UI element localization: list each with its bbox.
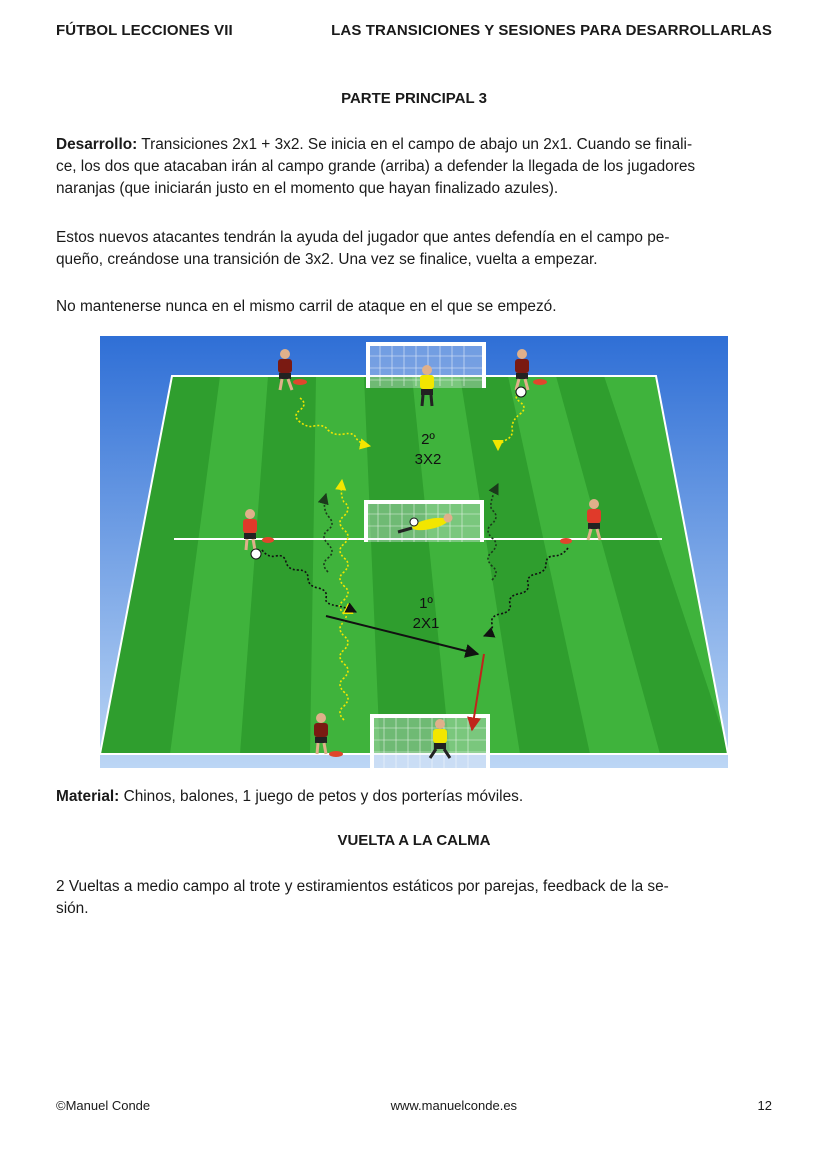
bottom-goal — [372, 716, 488, 768]
section-title-vuelta-a-la-calma: VUELTA A LA CALMA — [337, 832, 491, 849]
desarrollo-line-1 — [56, 134, 776, 156]
material-label: Material: — [56, 788, 120, 805]
upper-phase-number: 2º — [421, 431, 435, 448]
paragraph-2-line-2: queño, creándose una transición de 3x2. Una vez se finalice, vuelta a empezar. — [56, 251, 598, 268]
lower-phase-number: 1º — [419, 595, 433, 612]
desarrollo-line-2: ce, los dos que atacaban irán al campo grande (arriba) a defender la llegada de los jugadores — [56, 158, 696, 175]
desarrollo-label: Desarrollo: — [56, 136, 138, 153]
header-book-title: FÚTBOL LECCIONES VII — [56, 22, 233, 39]
paragraph-3: No mantenerse nunca en el mismo carril de ataque en el que se empezó. — [56, 298, 557, 315]
page-header — [56, 22, 772, 39]
header-chapter-title: LAS TRANSICIONES Y SESIONES PARA DESARROLLARLAS — [331, 22, 772, 39]
footer-website: www.manuelconde.es — [390, 1098, 518, 1113]
desarrollo-text-1: Transiciones 2x1 + 3x2. Se inicia en el campo de abajo un 2x1. Cuando se finali- — [137, 136, 693, 153]
lower-phase-format: 2X1 — [412, 615, 440, 632]
desarrollo-paragraph — [56, 134, 776, 200]
section-title-parte-principal: PARTE PRINCIPAL 3 — [341, 90, 487, 107]
vuelta-line-2: sión. — [56, 900, 89, 917]
vuelta-line-1: 2 Vueltas a medio campo al trote y estiramientos estáticos por parejas, feedback de la se- — [56, 878, 669, 895]
paragraph-2-line-1: Estos nuevos atacantes tendrán la ayuda del jugador que antes defendía en el campo pe- — [56, 229, 670, 246]
paragraph-2 — [56, 227, 776, 271]
footer-copyright: ©Manuel Conde — [56, 1098, 151, 1113]
vuelta-paragraph — [56, 876, 776, 920]
material-text: Chinos, balones, 1 juego de petos y dos porterías móviles. — [119, 788, 524, 805]
upper-phase-format: 3X2 — [414, 451, 442, 468]
material-line — [56, 786, 776, 808]
footer-page-number: 12 — [757, 1098, 772, 1113]
page-footer — [56, 1098, 772, 1113]
drill-diagram-svg — [100, 336, 728, 768]
drill-diagram — [100, 336, 728, 768]
pitch — [100, 376, 728, 756]
desarrollo-line-3: naranjas (que iniciarán justo en el momento que hayan finalizado azules). — [56, 180, 559, 197]
